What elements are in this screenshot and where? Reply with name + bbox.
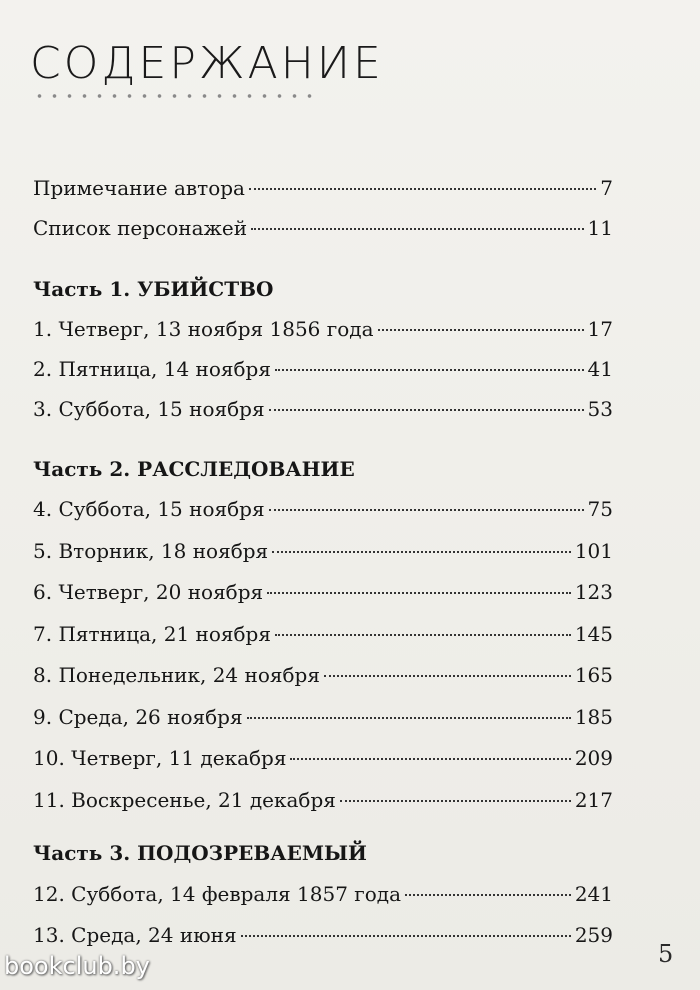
toc-entry-label: Список персонажей [33,216,248,240]
toc-entry[interactable] [33,787,613,813]
toc-entry-label: 10. Четверг, 11 декабря [33,746,287,770]
page-number: 5 [658,940,674,968]
toc-entry[interactable] [33,745,613,771]
toc-entry-label: 12. Суббота, 14 февраля 1857 года [33,882,402,906]
dot-leader [241,935,571,937]
toc-entry[interactable] [33,662,613,688]
toc-entry[interactable] [33,704,613,730]
toc-entry-page: 259 [574,923,613,947]
toc-entry-label: 2. Пятница, 14 ноября [33,357,271,381]
toc-entry[interactable] [33,579,613,605]
part-heading: Часть 2. РАССЛЕДОВАНИЕ [33,457,355,481]
dot-leader [269,409,584,411]
toc-entry-page: 123 [574,580,613,604]
dot-leader [378,329,584,331]
toc-entry-label: 9. Среда, 26 ноября [33,705,243,729]
toc-entry[interactable] [33,922,613,948]
dot-leader [290,758,570,760]
toc-entry-label: 6. Четверг, 20 ноября [33,580,264,604]
dot-leader [267,592,571,594]
toc-entry-label: 11. Воскресенье, 21 декабря [33,788,336,812]
title-dot-divider [32,92,312,100]
toc-entry-page: 165 [574,663,613,687]
toc-entry-label: 4. Суббота, 15 ноября [33,497,265,521]
toc-title: СОДЕРЖАНИЕ [30,38,384,89]
dot-leader [275,634,571,636]
toc-entry-label: 8. Понедельник, 24 ноября [33,663,320,687]
toc-entry[interactable] [33,881,613,907]
toc-entry-characters[interactable] [33,215,613,241]
toc-entry-label: 7. Пятница, 21 ноября [33,622,271,646]
toc-entry-page: 101 [574,539,613,563]
toc-entry[interactable] [33,316,613,342]
dot-leader [275,369,584,371]
dot-leader [249,188,596,190]
dot-leader [340,800,571,802]
toc-entry-page: 53 [587,397,613,421]
dot-leader [272,551,571,553]
toc-entry-page: 145 [574,622,613,646]
toc-entry[interactable] [33,396,613,422]
dot-leader [324,675,571,677]
watermark-text: bookclub.by [4,952,150,980]
part-heading: Часть 3. ПОДОЗРЕВАЕМЫЙ [33,841,367,865]
toc-entry-page: 209 [574,746,613,770]
toc-entry-page: 7 [600,176,613,200]
toc-entry-page: 217 [574,788,613,812]
toc-entry[interactable] [33,538,613,564]
dot-leader [405,894,571,896]
toc-entry-label: Примечание автора [33,176,245,200]
toc-entry-label: 3. Суббота, 15 ноября [33,397,265,421]
toc-entry[interactable] [33,356,613,382]
toc-entry-label: 13. Среда, 24 июня [33,923,237,947]
dot-leader [251,228,583,230]
toc-entry-page: 75 [587,497,613,521]
dot-leader [247,717,571,719]
toc-entry-label: 1. Четверг, 13 ноября 1856 года [33,317,374,341]
toc-entry-page: 241 [574,882,613,906]
toc-entry-label: 5. Вторник, 18 ноября [33,539,269,563]
dot-leader [269,509,584,511]
part-heading: Часть 1. УБИЙСТВО [33,277,274,301]
toc-entry-page: 185 [574,705,613,729]
toc-entry-page: 17 [587,317,613,341]
toc-entry-page: 11 [587,216,613,240]
toc-entry[interactable] [33,496,613,522]
toc-entry-author-note[interactable] [33,175,613,201]
toc-entry-page: 41 [587,357,613,381]
toc-entry[interactable] [33,621,613,647]
